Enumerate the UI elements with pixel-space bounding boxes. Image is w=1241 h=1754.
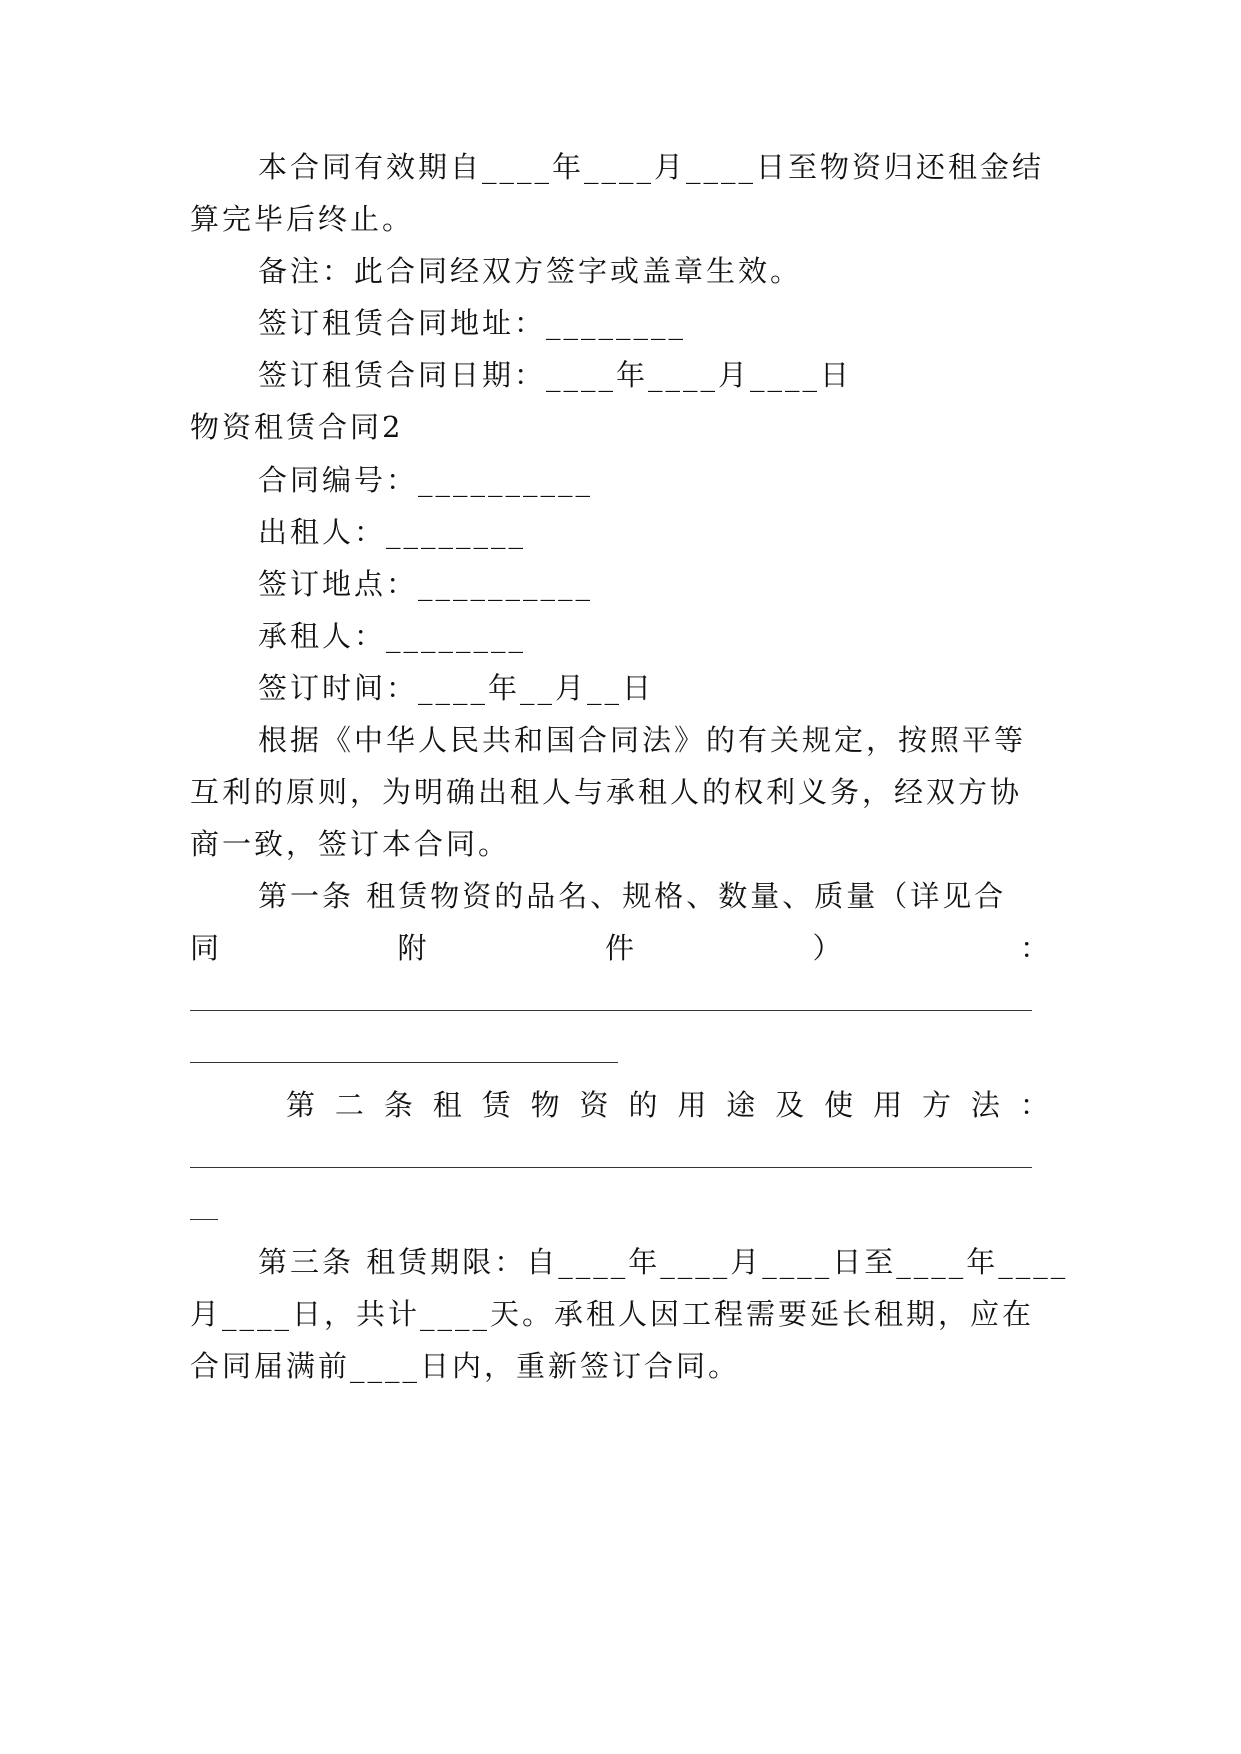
remark-line: 备注：此合同经双方签字或盖章生效。 [258, 254, 803, 288]
lessee-line: 承租人：________ [258, 619, 527, 653]
article-1-word: ： [1019, 931, 1052, 965]
article-2-word: 使 [824, 1088, 857, 1122]
sign-time-line: 签订时间：____年__月__日 [258, 671, 655, 705]
article-2-word: 用 [873, 1088, 906, 1122]
article-1-fill-rule-2 [190, 1062, 618, 1063]
preamble-line-3: 商一致，签订本合同。 [190, 827, 511, 861]
sign-date-line: 签订租赁合同日期：____年____月____日 [258, 358, 853, 392]
article-2-word: 赁 [481, 1088, 514, 1122]
article-3-line-3: 合同届满前____日内，重新签订合同。 [190, 1349, 741, 1383]
article-1-word: 件 [604, 931, 637, 965]
article-2-word: 第 [286, 1088, 319, 1122]
article-2-word: 条 [383, 1088, 416, 1122]
article-2-word: 方 [921, 1088, 954, 1122]
article-2-word: 资 [579, 1088, 612, 1122]
article-2-word: 用 [677, 1088, 710, 1122]
article-3-line-2: 月____日，共计____天。承租人因工程需要延长租期，应在 [190, 1297, 1035, 1331]
article-2-word: 二 [334, 1088, 367, 1122]
validity-line-2: 算完毕后终止。 [190, 202, 415, 236]
article-2-line [286, 1085, 1052, 1125]
sign-place-line: 签订地点：__________ [258, 567, 594, 601]
article-2-word: 及 [775, 1088, 808, 1122]
article-2-word: 法 [970, 1088, 1003, 1122]
article-2-fill-rule-2 [190, 1219, 218, 1220]
article-1-line-2 [190, 928, 1052, 968]
article-1-fill-rule-1 [190, 1010, 1032, 1011]
article-1-line-1: 第一条 租赁物资的品名、规格、数量、质量（详见合 [258, 879, 1007, 913]
article-2-word: 物 [530, 1088, 563, 1122]
article-2-word: 途 [726, 1088, 759, 1122]
article-2-word: ： [1019, 1088, 1052, 1122]
article-3-line-1: 第三条 租赁期限：自____年____月____日至____年____ [258, 1245, 1069, 1279]
section-title: 物资租赁合同2 [190, 410, 404, 444]
article-1-word: 同 [190, 931, 223, 965]
lessor-line: 出租人：________ [258, 515, 527, 549]
preamble-line-2: 互利的原则，为明确出租人与承租人的权利义务，经双方协 [190, 775, 1023, 809]
article-1-word: ） [812, 931, 845, 965]
preamble-line-1: 根据《中华人民共和国合同法》的有关规定，按照平等 [258, 723, 1027, 757]
article-2-word: 的 [628, 1088, 661, 1122]
article-1-word: 附 [397, 931, 430, 965]
article-2-fill-rule-1 [190, 1167, 1032, 1168]
contract-number-line: 合同编号：__________ [258, 463, 594, 497]
sign-address-line: 签订租赁合同地址：________ [258, 306, 687, 340]
validity-line-1: 本合同有效期自____年____月____日至物资归还租金结 [258, 150, 1045, 184]
article-2-word: 租 [432, 1088, 465, 1122]
